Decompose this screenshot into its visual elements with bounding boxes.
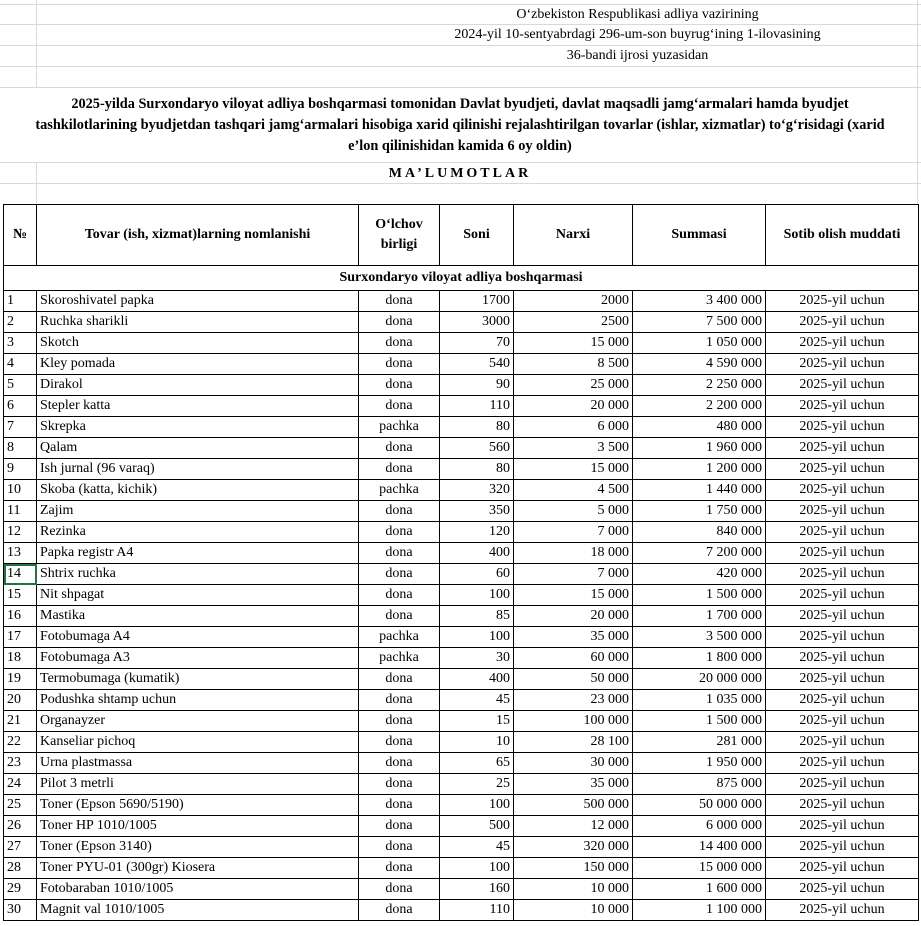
cell-qty[interactable]: 110 [440,900,514,921]
cell-sum[interactable]: 1 500 000 [633,711,766,732]
cell-num[interactable]: 25 [4,795,37,816]
cell-unit[interactable]: dona [359,816,440,837]
cell-name[interactable]: Fotobumaga A3 [37,648,359,669]
cell-period[interactable]: 2025-yil uchun [766,459,919,480]
cell-price[interactable]: 320 000 [514,837,633,858]
cell-unit[interactable]: dona [359,312,440,333]
cell-num[interactable]: 12 [4,522,37,543]
cell-num[interactable]: 7 [4,417,37,438]
header-qty[interactable]: Soni [440,205,514,266]
cell-qty[interactable]: 25 [440,774,514,795]
cell-name[interactable]: Toner (Epson 5690/5190) [37,795,359,816]
cell-name[interactable]: Nit shpagat [37,585,359,606]
cell-sum[interactable]: 1 500 000 [633,585,766,606]
cell-period[interactable]: 2025-yil uchun [766,354,919,375]
cell-name[interactable]: Mastika [37,606,359,627]
header-sum[interactable]: Summasi [633,205,766,266]
cell-sum[interactable]: 15 000 000 [633,858,766,879]
cell-unit[interactable]: pachka [359,648,440,669]
cell-unit[interactable]: dona [359,396,440,417]
cell-name[interactable]: Rezinka [37,522,359,543]
cell-qty[interactable]: 320 [440,480,514,501]
cell-name[interactable]: Fotobaraban 1010/1005 [37,879,359,900]
cell-price[interactable]: 15 000 [514,333,633,354]
cell-sum[interactable]: 20 000 000 [633,669,766,690]
cell-price[interactable]: 10 000 [514,879,633,900]
cell-sum[interactable]: 1 600 000 [633,879,766,900]
cell-period[interactable]: 2025-yil uchun [766,669,919,690]
table-row [4,879,919,900]
cell-num[interactable]: 5 [4,375,37,396]
cell-num[interactable]: 9 [4,459,37,480]
cell-price[interactable]: 15 000 [514,585,633,606]
cell-num[interactable]: 27 [4,837,37,858]
cell-qty[interactable]: 400 [440,543,514,564]
cell-name[interactable]: Organayzer [37,711,359,732]
cell-sum[interactable]: 14 400 000 [633,837,766,858]
cell-num[interactable]: 16 [4,606,37,627]
cell-period[interactable]: 2025-yil uchun [766,711,919,732]
table-row [4,627,919,648]
cell-unit[interactable]: dona [359,354,440,375]
cell-unit[interactable]: dona [359,669,440,690]
cell-period[interactable]: 2025-yil uchun [766,900,919,921]
cell-price[interactable]: 10 000 [514,900,633,921]
cell-period[interactable]: 2025-yil uchun [766,417,919,438]
document-subtitle: MA’LUMOTLAR [388,166,532,181]
cell-sum[interactable]: 2 200 000 [633,396,766,417]
cell-sum[interactable]: 281 000 [633,732,766,753]
table-row [4,837,919,858]
cell-unit[interactable]: dona [359,585,440,606]
cell-period[interactable]: 2025-yil uchun [766,732,919,753]
cell-sum[interactable]: 875 000 [633,774,766,795]
cell-period[interactable]: 2025-yil uchun [766,606,919,627]
cell-name[interactable]: Zajim [37,501,359,522]
cell-unit[interactable]: dona [359,375,440,396]
cell-qty[interactable]: 110 [440,396,514,417]
table-row [4,543,919,564]
cell-price[interactable]: 8 500 [514,354,633,375]
cell-qty[interactable]: 100 [440,627,514,648]
cell-name[interactable]: Termobumaga (kumatik) [37,669,359,690]
cell-sum[interactable]: 480 000 [633,417,766,438]
cell-period[interactable]: 2025-yil uchun [766,543,919,564]
cell-unit[interactable]: pachka [359,417,440,438]
cell-unit[interactable]: dona [359,711,440,732]
cell-qty[interactable]: 65 [440,753,514,774]
cell-period[interactable]: 2025-yil uchun [766,522,919,543]
table-row [4,354,919,375]
cell-name[interactable]: Skotch [37,333,359,354]
cell-qty[interactable]: 560 [440,438,514,459]
cell-unit[interactable]: dona [359,753,440,774]
table-row [4,795,919,816]
cell-qty[interactable]: 3000 [440,312,514,333]
cell-qty[interactable]: 1700 [440,291,514,312]
cell-sum[interactable]: 3 500 000 [633,627,766,648]
cell-num[interactable]: 30 [4,900,37,921]
cell-period[interactable]: 2025-yil uchun [766,753,919,774]
cell-unit[interactable]: dona [359,732,440,753]
cell-num[interactable]: 6 [4,396,37,417]
section-title[interactable]: Surxondaryo viloyat adliya boshqarmasi [4,266,919,291]
cell-qty[interactable]: 45 [440,690,514,711]
cell-num[interactable]: 3 [4,333,37,354]
cell-period[interactable]: 2025-yil uchun [766,291,919,312]
cell-price[interactable]: 2500 [514,312,633,333]
cell-sum[interactable]: 50 000 000 [633,795,766,816]
cell-num[interactable]: 1 [4,291,37,312]
cell-sum[interactable]: 1 200 000 [633,459,766,480]
table-row [4,522,919,543]
cell-sum[interactable]: 7 200 000 [633,543,766,564]
cell-period[interactable]: 2025-yil uchun [766,879,919,900]
cell-num[interactable]: 15 [4,585,37,606]
cell-period[interactable]: 2025-yil uchun [766,627,919,648]
table-row [4,291,919,312]
cell-unit[interactable]: dona [359,858,440,879]
header-period[interactable]: Sotib olish muddati [766,205,919,266]
header-line-2: 2024-yil 10-sentyabrdagi 296-um-son buyrug‘ining 1-ilovasining [454,27,821,42]
cell-unit[interactable]: pachka [359,627,440,648]
table-row [4,438,919,459]
table-row [4,375,919,396]
cell-qty[interactable]: 80 [440,459,514,480]
table-row [4,396,919,417]
cell-num[interactable]: 13 [4,543,37,564]
cell-price[interactable]: 2000 [514,291,633,312]
cell-name[interactable]: Stepler katta [37,396,359,417]
cell-name[interactable]: Magnit val 1010/1005 [37,900,359,921]
cell-sum[interactable]: 1 100 000 [633,900,766,921]
cell-qty[interactable]: 85 [440,606,514,627]
cell-name[interactable]: Dirakol [37,375,359,396]
document-title: 2025-yilda Surxondaryo viloyat adliya boshqarmasi tomonidan Davlat byudjeti, davlat maqsadli jamg‘armalari hamda byudjet tashkilotlarining byudjetdan tashqari jamg‘armalari hisobiga xarid qilinishi rejalashtirilgan tovarlar (ishlar, xizmatlar) to‘g‘risidagi (xarid e’lon qilinishidan kamida 6 oy oldin) [35,96,885,154]
cell-price[interactable]: 3 500 [514,438,633,459]
cell-name[interactable]: Kley pomada [37,354,359,375]
cell-num[interactable]: 21 [4,711,37,732]
cell-qty[interactable]: 100 [440,585,514,606]
cell-num[interactable]: 17 [4,627,37,648]
cell-price[interactable]: 6 000 [514,417,633,438]
cell-sum[interactable]: 840 000 [633,522,766,543]
cell-period[interactable]: 2025-yil uchun [766,396,919,417]
table-row [4,858,919,879]
cell-sum[interactable]: 1 700 000 [633,606,766,627]
cell-name[interactable]: Skrepka [37,417,359,438]
cell-price[interactable]: 100 000 [514,711,633,732]
header-name[interactable]: Tovar (ish, xizmat)larning nomlanishi [37,205,359,266]
cell-sum[interactable]: 1 800 000 [633,648,766,669]
table-row [4,753,919,774]
cell-period[interactable]: 2025-yil uchun [766,480,919,501]
cell-qty[interactable]: 160 [440,879,514,900]
cell-name[interactable]: Papka registr A4 [37,543,359,564]
cell-qty[interactable]: 100 [440,858,514,879]
cell-sum[interactable]: 4 590 000 [633,354,766,375]
cell-unit[interactable]: dona [359,438,440,459]
header-line-3: 36-bandi ijrosi yuzasidan [566,48,709,63]
cell-num[interactable]: 23 [4,753,37,774]
cell-price[interactable]: 25 000 [514,375,633,396]
cell-unit[interactable]: dona [359,690,440,711]
cell-name[interactable]: Qalam [37,438,359,459]
cell-sum[interactable]: 1 050 000 [633,333,766,354]
cell-price[interactable]: 50 000 [514,669,633,690]
table-row [4,648,919,669]
cell-num[interactable]: 18 [4,648,37,669]
cell-sum[interactable]: 7 500 000 [633,312,766,333]
cell-period[interactable]: 2025-yil uchun [766,648,919,669]
table-header-row [4,205,919,266]
table-row [4,459,919,480]
cell-price[interactable]: 150 000 [514,858,633,879]
cell-unit[interactable]: dona [359,522,440,543]
procurement-table [3,204,919,921]
table-row [4,690,919,711]
cell-name[interactable]: Skoroshivatel papka [37,291,359,312]
cell-price[interactable]: 500 000 [514,795,633,816]
cell-period[interactable]: 2025-yil uchun [766,375,919,396]
header-unit[interactable]: O‘lchov birligi [359,205,440,266]
cell-period[interactable]: 2025-yil uchun [766,690,919,711]
cell-price[interactable]: 60 000 [514,648,633,669]
cell-qty[interactable]: 80 [440,417,514,438]
table-row [4,711,919,732]
cell-period[interactable]: 2025-yil uchun [766,312,919,333]
cell-price[interactable]: 28 100 [514,732,633,753]
table-row [4,480,919,501]
cell-price[interactable]: 18 000 [514,543,633,564]
header-line-1: O‘zbekiston Respublikasi adliya vazirining [516,7,759,22]
table-row [4,774,919,795]
cell-name[interactable]: Kanseliar pichoq [37,732,359,753]
table-row [4,501,919,522]
cell-unit[interactable]: dona [359,564,440,585]
cell-name[interactable]: Fotobumaga A4 [37,627,359,648]
cell-unit[interactable]: dona [359,606,440,627]
cell-price[interactable]: 7 000 [514,564,633,585]
cell-num[interactable]: 11 [4,501,37,522]
cell-num[interactable]: 24 [4,774,37,795]
cell-period[interactable]: 2025-yil uchun [766,837,919,858]
cell-num[interactable]: 22 [4,732,37,753]
table-row [4,564,919,585]
cell-price[interactable]: 7 000 [514,522,633,543]
cell-sum[interactable]: 1 960 000 [633,438,766,459]
cell-unit[interactable]: pachka [359,480,440,501]
cell-unit[interactable]: dona [359,900,440,921]
cell-qty[interactable]: 60 [440,564,514,585]
cell-unit[interactable]: dona [359,501,440,522]
cell-name[interactable]: Skoba (katta, kichik) [37,480,359,501]
cell-num[interactable]: 4 [4,354,37,375]
cell-num[interactable]: 8 [4,438,37,459]
cell-price[interactable]: 12 000 [514,816,633,837]
cell-unit[interactable]: dona [359,543,440,564]
cell-num[interactable]: 20 [4,690,37,711]
cell-sum[interactable]: 1 440 000 [633,480,766,501]
cell-unit[interactable]: dona [359,291,440,312]
cell-sum[interactable]: 2 250 000 [633,375,766,396]
cell-qty[interactable]: 10 [440,732,514,753]
cell-unit[interactable]: dona [359,774,440,795]
cell-period[interactable]: 2025-yil uchun [766,564,919,585]
table-row [4,606,919,627]
cell-qty[interactable]: 30 [440,648,514,669]
table-row [4,585,919,606]
cell-price[interactable]: 35 000 [514,627,633,648]
cell-name[interactable]: Toner PYU-01 (300gr) Kiosera [37,858,359,879]
cell-price[interactable]: 15 000 [514,459,633,480]
table-row [4,417,919,438]
cell-qty[interactable]: 400 [440,669,514,690]
table-row [4,816,919,837]
cell-name[interactable]: Podushka shtamp uchun [37,690,359,711]
cell-num[interactable]: 2 [4,312,37,333]
table-row [4,669,919,690]
table-row [4,312,919,333]
cell-qty[interactable]: 100 [440,795,514,816]
cell-num[interactable]: 19 [4,669,37,690]
cell-name[interactable]: Ish jurnal (96 varaq) [37,459,359,480]
cell-qty[interactable]: 120 [440,522,514,543]
cell-period[interactable]: 2025-yil uchun [766,774,919,795]
cell-qty[interactable]: 15 [440,711,514,732]
cell-sum[interactable]: 1 750 000 [633,501,766,522]
cell-price[interactable]: 20 000 [514,606,633,627]
cell-name[interactable]: Urna plastmassa [37,753,359,774]
cell-num[interactable]: 26 [4,816,37,837]
cell-num[interactable]: 14 [4,564,37,585]
cell-qty[interactable]: 500 [440,816,514,837]
cell-sum[interactable]: 3 400 000 [633,291,766,312]
section-row [4,266,919,291]
cell-period[interactable]: 2025-yil uchun [766,438,919,459]
cell-price[interactable]: 23 000 [514,690,633,711]
cell-name[interactable]: Pilot 3 metrli [37,774,359,795]
cell-period[interactable]: 2025-yil uchun [766,795,919,816]
table-row [4,732,919,753]
cell-qty[interactable]: 70 [440,333,514,354]
cell-qty[interactable]: 90 [440,375,514,396]
table-row [4,333,919,354]
cell-price[interactable]: 20 000 [514,396,633,417]
header-num[interactable]: № [4,205,37,266]
cell-num[interactable]: 10 [4,480,37,501]
cell-name[interactable]: Shtrix ruchka [37,564,359,585]
cell-unit[interactable]: dona [359,879,440,900]
cell-period[interactable]: 2025-yil uchun [766,585,919,606]
cell-price[interactable]: 4 500 [514,480,633,501]
cell-price[interactable]: 30 000 [514,753,633,774]
cell-period[interactable]: 2025-yil uchun [766,858,919,879]
table-row [4,900,919,921]
cell-unit[interactable]: dona [359,837,440,858]
cell-sum[interactable]: 420 000 [633,564,766,585]
cell-period[interactable]: 2025-yil uchun [766,333,919,354]
cell-qty[interactable]: 350 [440,501,514,522]
cell-sum[interactable]: 1 035 000 [633,690,766,711]
cell-num[interactable]: 28 [4,858,37,879]
cell-period[interactable]: 2025-yil uchun [766,501,919,522]
cell-unit[interactable]: dona [359,333,440,354]
cell-qty[interactable]: 540 [440,354,514,375]
header-price[interactable]: Narxi [514,205,633,266]
cell-unit[interactable]: dona [359,459,440,480]
cell-qty[interactable]: 45 [440,837,514,858]
cell-price[interactable]: 35 000 [514,774,633,795]
cell-unit[interactable]: dona [359,795,440,816]
cell-sum[interactable]: 1 950 000 [633,753,766,774]
cell-name[interactable]: Toner HP 1010/1005 [37,816,359,837]
cell-sum[interactable]: 6 000 000 [633,816,766,837]
cell-num[interactable]: 29 [4,879,37,900]
cell-name[interactable]: Ruchka sharikli [37,312,359,333]
cell-price[interactable]: 5 000 [514,501,633,522]
cell-period[interactable]: 2025-yil uchun [766,816,919,837]
cell-name[interactable]: Toner (Epson 3140) [37,837,359,858]
